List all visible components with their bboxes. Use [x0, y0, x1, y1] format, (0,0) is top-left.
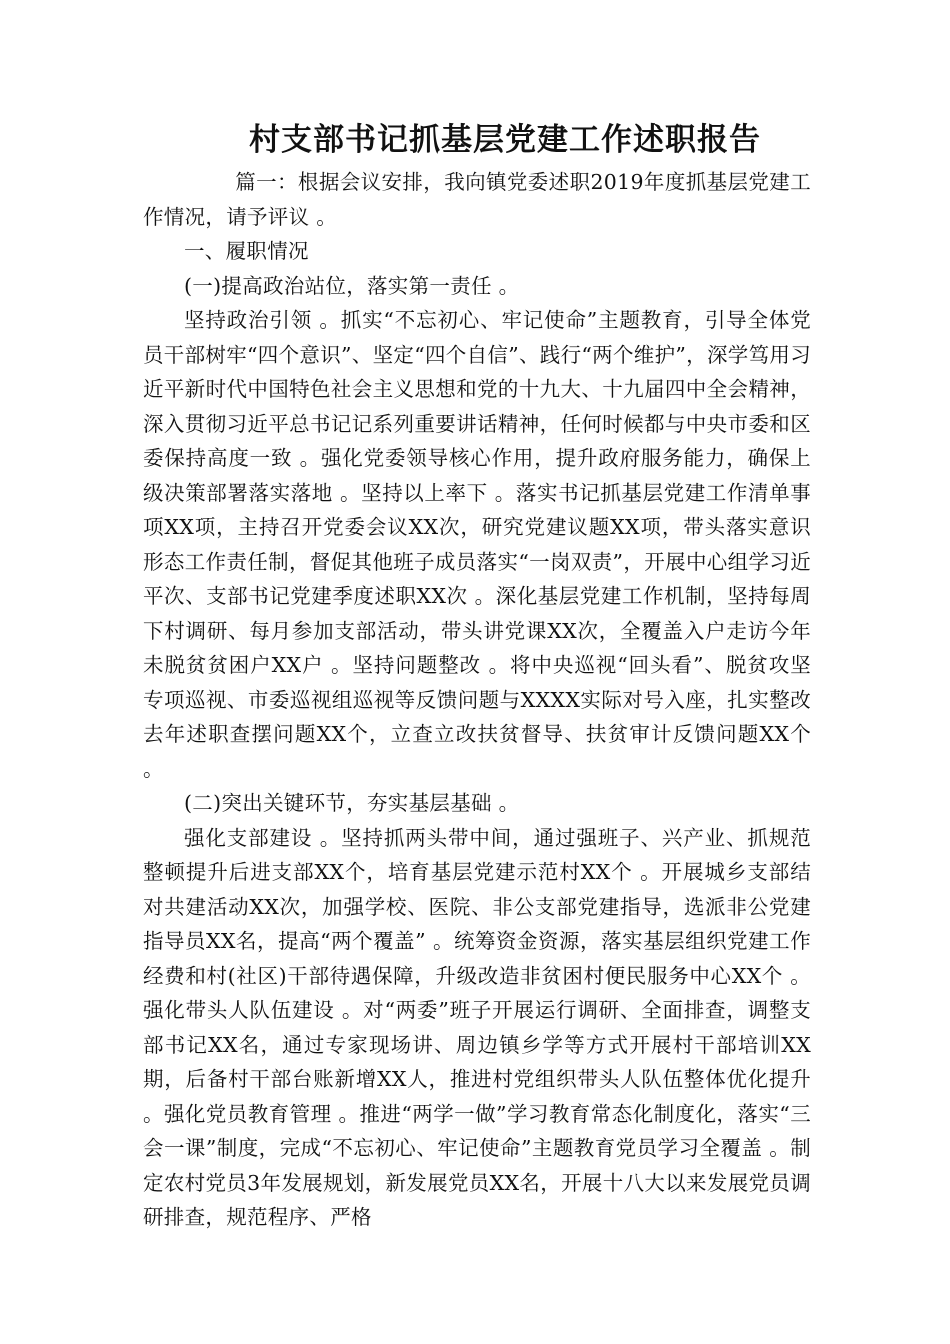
paragraph-intro: 篇一：根据会议安排，我向镇党委述职2019年度抓基层党建工作情况，请予评议 。: [143, 170, 811, 229]
paragraph-political-leadership: 坚持政治引领 。抓实“不忘初心、牢记使命”主题教育，引导全体党员干部树牢“四个意识”、坚定“四个自信”、践行“两个维护”，深学笃用习近平新时代中国特色社会主义思想和党的十九大、十九届四中全会精神，深入贯彻习近平总书记记系列重要讲话精神，任何时候都与中央市委和区委保持高度一致 。强化党委领导核心作用，提升政府服务能力，确保上级决策部署落实落地 。坚持以上率下 。落实书记抓基层党建工作清单事项XX项，主持召开党委会议XX次，研究党建议题XX项，带头落实意识形态工作责任制，督促其他班子成员落实“一岗双责”，开展中心组学习近平次、支部书记党建季度述职XX次 。深化基层党建工作机制，坚持每周下村调研、每月参加支部活动，带头讲党课XX次，全覆盖入户走访今年未脱贫贫困户XX户 。坚持问题整改 。将中央巡视“回头看”、脱贫攻坚专项巡视、市委巡视组巡视等反馈问题与XXXX实际对号入座，扎实整改去年述职查摆问题XX个，立查立改扶贫督导、扶贫审计反馈问题XX个 。: [143, 308, 811, 781]
subsection-heading-1: (一)提高政治站位，落实第一责任 。: [184, 273, 520, 298]
section-heading-1: 一、履职情况: [184, 239, 309, 263]
document-title: 村支部书记抓基层党建工作述职报告: [249, 122, 761, 158]
document-body: [143, 165, 811, 1235]
paragraph-branch-building: 强化支部建设 。坚持抓两头带中间，通过强班子、兴产业、抓规范整顿提升后进支部XX个，培育基层党建示范村XX个 。开展城乡支部结对共建活动XX次，加强学校、医院、非公支部党建指导，选派非公党建指导员XX名，提高“两个覆盖” 。统筹资金资源，落实基层组织党建工作经费和村(社区)干部待遇保障，升级改造非贫困村便民服务中心XX个 。强化带头人队伍建设 。对“两委”班子开展运行调研、全面排查，调整支部书记XX名，通过专家现场讲、周边镇乡学等方式开展村干部培训XX期，后备村干部台账新增XX人，推进村党组织带头人队伍整体优化提升 。强化党员教育管理 。推进“两学一做”学习教育常态化制度化，落实“三会一课”制度，完成“不忘初心、牢记使命”主题教育党员学习全覆盖 。制定农村党员3年发展规划，新发展党员XX名，开展十八大以来发展党员调研排查，规范程序、严格: [143, 825, 811, 1229]
subsection-heading-2: (二)突出关键环节，夯实基层基础 。: [184, 791, 520, 815]
